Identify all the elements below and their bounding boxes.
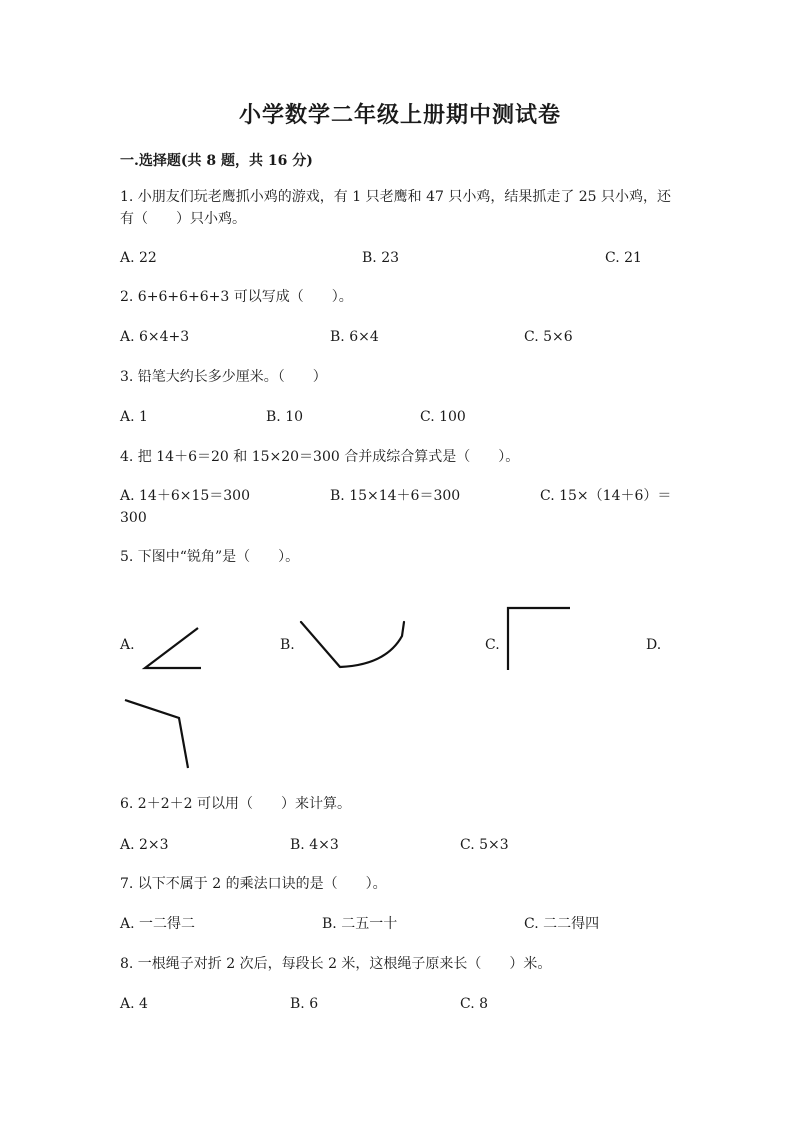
question-1-stem: 1. 小朋友们玩老鹰抓小鸡的游戏，有 1 只老鹰和 47 只小鸡，结果抓走了 25 只小鸡，还有（ ）只小鸡。 (120, 189, 672, 227)
question-6-stem: 6. 2＋2＋2 可以用（ ）来计算。 (120, 796, 351, 812)
right-angle-figure (504, 604, 574, 672)
question-2-option-b[interactable]: B. 6×4 (330, 329, 379, 345)
curved-line-figure (298, 618, 410, 672)
question-7-option-a[interactable]: A. 一二得二 (120, 916, 196, 932)
question-3-option-b[interactable]: B. 10 (266, 409, 304, 425)
question-8-option-a[interactable]: A. 4 (120, 996, 148, 1012)
question-8-option-c[interactable]: C. 8 (460, 996, 489, 1012)
question-4-option-c-continued: 300 (120, 510, 147, 526)
question-5-option-d[interactable]: D. (646, 637, 662, 653)
question-3-option-a[interactable]: A. 1 (120, 409, 148, 425)
question-6-option-b[interactable]: B. 4×3 (290, 837, 339, 853)
question-7-stem: 7. 以下不属于 2 的乘法口诀的是（ ）。 (120, 876, 387, 892)
question-2-option-a[interactable]: A. 6×4+3 (120, 329, 190, 345)
question-5-stem: 5. 下图中“锐角”是（ ）。 (120, 549, 300, 565)
question-4-option-a[interactable]: A. 14＋6×15＝300 (120, 488, 250, 504)
question-3-stem: 3. 铅笔大约长多少厘米。（ ） (120, 369, 327, 385)
question-5-option-b[interactable]: B. (280, 637, 295, 653)
question-2-option-c[interactable]: C. 5×6 (524, 329, 573, 345)
question-1-option-a[interactable]: A. 22 (120, 250, 157, 266)
section-heading: 一.选择题(共 8 题，共 16 分) (120, 153, 313, 169)
question-8-option-b[interactable]: B. 6 (290, 996, 319, 1012)
question-5-option-a[interactable]: A. (120, 637, 135, 653)
question-4-stem: 4. 把 14＋6＝20 和 15×20＝300 合并成综合算式是（ ）。 (120, 449, 520, 465)
question-4-option-c[interactable]: C. 15×（14＋6）＝ (540, 488, 672, 504)
question-2-stem: 2. 6+6+6+6+3 可以写成（ ）。 (120, 289, 353, 305)
question-7-option-c[interactable]: C. 二二得四 (524, 916, 600, 932)
question-7-option-b[interactable]: B. 二五一十 (322, 916, 398, 932)
question-5-option-c[interactable]: C. (485, 637, 500, 653)
question-3-option-c[interactable]: C. 100 (420, 409, 466, 425)
question-1-option-c[interactable]: C. 21 (605, 250, 642, 266)
question-8-stem: 8. 一根绳子对折 2 次后，每段长 2 米，这根绳子原来长（ ）米。 (120, 956, 552, 972)
obtuse-angle-figure (122, 696, 194, 772)
question-4-option-b[interactable]: B. 15×14＋6＝300 (330, 488, 461, 504)
acute-angle-figure (140, 622, 206, 672)
page-title: 小学数学二年级上册期中测试卷 (238, 102, 561, 128)
question-1-option-b[interactable]: B. 23 (362, 250, 400, 266)
question-6-option-c[interactable]: C. 5×3 (460, 837, 509, 853)
question-6-option-a[interactable]: A. 2×3 (120, 837, 169, 853)
